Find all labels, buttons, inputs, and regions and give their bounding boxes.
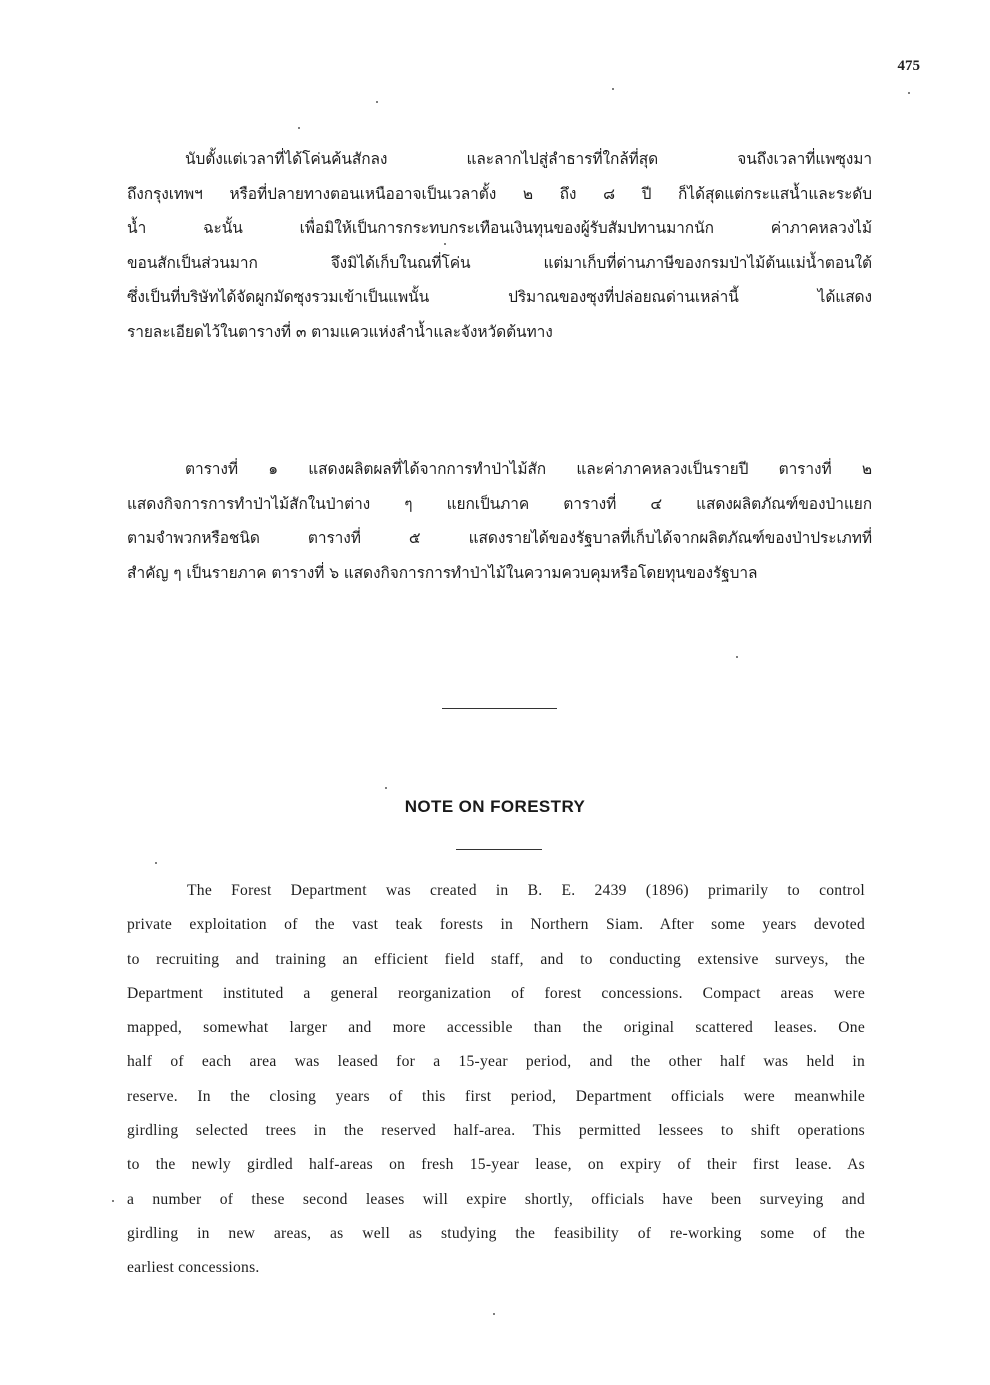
section-divider — [442, 708, 557, 709]
thai-paragraph-1 — [127, 142, 872, 350]
scan-speck — [612, 88, 614, 90]
scan-speck — [908, 92, 910, 94]
heading-underline-divider — [456, 849, 542, 850]
text-line: to recruiting and training an efficient field staff, and to conducting extensive surveys, the — [127, 950, 865, 968]
scan-speck — [444, 243, 446, 245]
text-line: Department instituted a general reorganization of forest concessions. Compact areas were — [127, 984, 865, 1002]
scan-speck — [376, 101, 378, 103]
text-line: ซึ่งเป็นที่บริษัทได้จัดผูกมัดซุงรวมเข้าเป็นแพนั้น ปริมาณของซุงที่ปล่อยณด่านเหล่านี้ ได้แสดง — [127, 288, 872, 307]
text-line: ตามจำพวกหรือชนิด ตารางที่ ๕ แสดงรายได้ของรัฐบาลที่เก็บได้จากผลิตภัณฑ์ของป่าประเภทที่ — [127, 529, 872, 548]
section-heading: NOTE ON FORESTRY — [404, 797, 586, 816]
text-line: ถึงกรุงเทพฯ หรือที่ปลายทางตอนเหนืออาจเป็นเวลาตั้ง ๒ ถึง ๘ ปี ก็ได้สุดแต่กระแสน้ำและระดับ — [127, 184, 872, 203]
text-line: น้ำ ฉะนั้น เพื่อมิให้เป็นการกระทบกระเทือนเงินทุนของผู้รับสัมปทานมากนัก ค่าภาคหลวงไม้ — [127, 219, 872, 238]
text-line: นับตั้งแต่เวลาที่ได้โค่นค้นสักลง และลากไปสู่ลำธารที่ใกล้ที่สุด จนถึงเวลาที่แพซุงมา — [185, 150, 872, 168]
text-line: private exploitation of the vast teak forests in Northern Siam. After some years devoted — [127, 916, 865, 934]
text-line: a number of these second leases will expire shortly, officials have been surveying and — [127, 1190, 865, 1208]
scan-speck — [298, 127, 300, 129]
text-line: girdling selected trees in the reserved half-area. This permitted lessees to shift operations — [127, 1122, 865, 1140]
scan-speck — [493, 1313, 495, 1315]
text-line: ขอนสักเป็นส่วนมาก จึงมิได้เก็บในณที่โค่น แต่มาเก็บที่ด่านภาษีของกรมป่าไม้ต้นแม่น้ำตอนใต้ — [127, 253, 872, 272]
text-line: reserve. In the closing years of this first period, Department officials were meanwhile — [127, 1087, 865, 1105]
page-number: 475 — [897, 58, 920, 74]
thai-paragraph-2 — [127, 452, 872, 590]
text-line: to the newly girdled half-areas on fresh 15-year lease, on expiry of their first lease. As — [127, 1156, 865, 1174]
text-line: earliest concessions. — [127, 1259, 260, 1277]
text-line: รายละเอียดไว้ในตารางที่ ๓ ตามแควแห่งลำน้ำและจังหวัดต้นทาง — [127, 322, 553, 341]
scan-speck — [155, 862, 157, 864]
text-line: แสดงกิจการการทำป่าไม้สักในป่าต่าง ๆ แยกเป็นภาค ตารางที่ ๔ แสดงผลิตภัณฑ์ของป่าแยก — [127, 494, 872, 513]
text-line: ตารางที่ ๑ แสดงผลิตผลที่ได้จากการทำป่าไม้สัก และค่าภาคหลวงเป็นรายปี ตารางที่ ๒ — [185, 460, 872, 478]
scan-speck — [385, 787, 387, 789]
text-line: girdling in new areas, as well as studying the feasibility of re-working some of the — [127, 1224, 865, 1242]
text-line: The Forest Department was created in B. E. 2439 (1896) primarily to control — [187, 882, 865, 899]
text-line: สำคัญ ๆ เป็นรายภาค ตารางที่ ๖ แสดงกิจการการทำป่าไม้ในความควบคุมหรือโดยทุนของรัฐบาล — [127, 563, 758, 582]
scan-speck — [736, 656, 738, 658]
text-line: half of each area was leased for a 15-year period, and the other half was held in — [127, 1053, 865, 1071]
english-paragraph — [127, 874, 865, 1286]
text-line: mapped, somewhat larger and more accessible than the original scattered leases. One — [127, 1019, 865, 1037]
scan-speck — [112, 1200, 114, 1202]
